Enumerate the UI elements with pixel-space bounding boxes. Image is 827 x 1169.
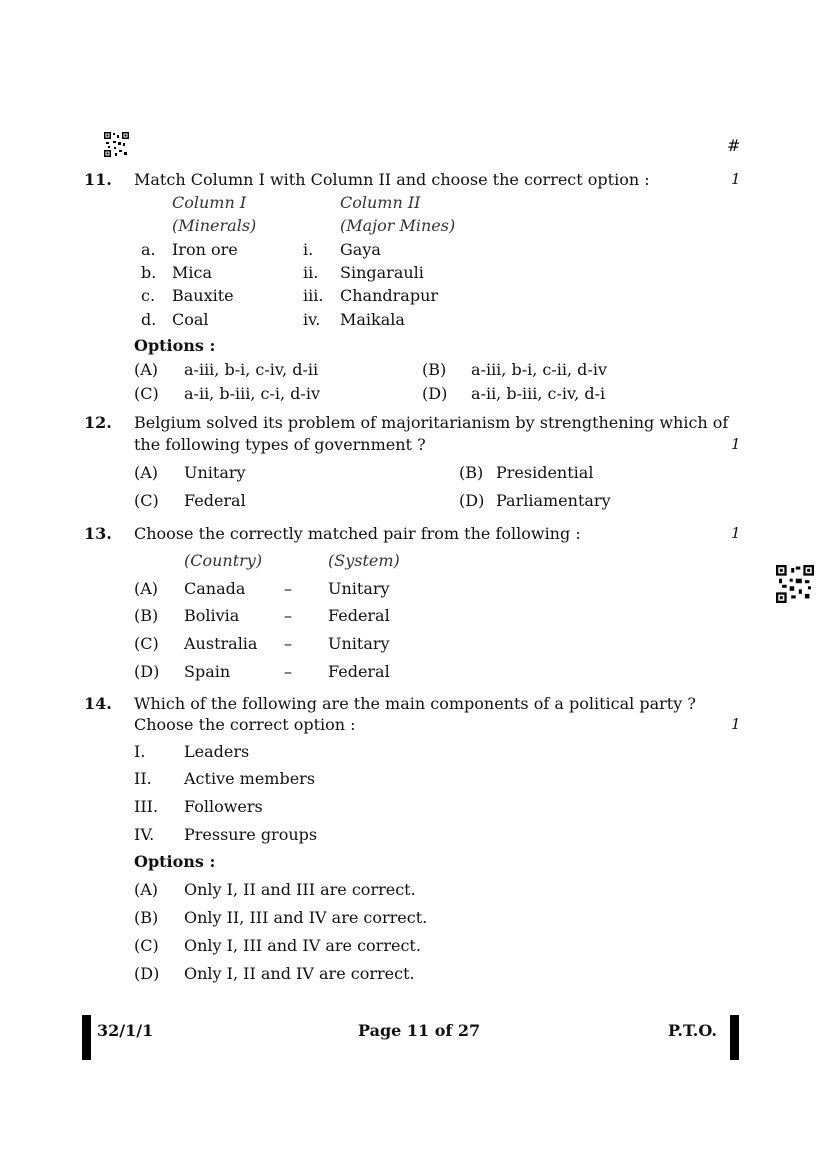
q14-option-text: Only I, II and IV are correct. — [184, 964, 415, 983]
header-hash: # — [727, 136, 741, 155]
q12-number: 12. — [84, 413, 112, 432]
q13-header-country: (Country) — [184, 551, 263, 570]
footer-left-bar — [82, 1015, 91, 1060]
q13-option-dash: – — [284, 606, 292, 625]
footer-paper-code: 32/1/1 — [97, 1021, 154, 1040]
q11-text: Match Column I with Column II and choose the correct option : — [134, 170, 650, 189]
q11-row-mineral: Mica — [172, 263, 212, 282]
q11-option-key: (B) — [422, 360, 447, 379]
q12-option-key: (A) — [134, 463, 159, 482]
q11-number: 11. — [84, 170, 112, 189]
q11-col2-sub: (Major Mines) — [340, 216, 456, 235]
q12-option-key: (B) — [459, 463, 484, 482]
q13-text: Choose the correctly matched pair from the following : — [134, 524, 581, 543]
q13-option-key: (B) — [134, 606, 159, 625]
q14-option-key: (A) — [134, 880, 159, 899]
q14-item-key: I. — [134, 742, 146, 761]
q11-col2-title: Column II — [340, 193, 421, 212]
q14-item-text: Followers — [184, 797, 263, 816]
q13-marks: 1 — [731, 524, 741, 542]
q11-row-key: a. — [141, 240, 156, 259]
q13-option-system: Unitary — [328, 634, 390, 653]
q14-item-text: Active members — [184, 769, 316, 788]
q14-text-line1: Which of the following are the main components of a political party ? — [134, 694, 696, 713]
footer-page-number: Page 11 of 27 — [358, 1021, 481, 1040]
q11-option-text: a-ii, b-iii, c-i, d-iv — [184, 384, 320, 403]
q12-marks: 1 — [731, 435, 741, 453]
q11-row-mineral: Bauxite — [172, 286, 234, 305]
q11-row-mine: Singarauli — [340, 263, 424, 282]
q14-marks: 1 — [731, 715, 741, 733]
q14-option-text: Only I, III and IV are correct. — [184, 936, 421, 955]
qr-code-side-icon — [776, 565, 814, 603]
q14-option-key: (D) — [134, 964, 160, 983]
q11-option-key: (C) — [134, 384, 159, 403]
footer-right-bar — [730, 1015, 739, 1060]
q13-option-dash: – — [284, 579, 292, 598]
q11-row-mine: Gaya — [340, 240, 381, 259]
q11-row-key2: i. — [303, 240, 314, 259]
q12-option-text: Unitary — [184, 463, 246, 482]
q13-header-system: (System) — [328, 551, 400, 570]
q14-option-text: Only II, III and IV are correct. — [184, 908, 428, 927]
q13-option-system: Federal — [328, 662, 390, 681]
footer-pto: P.T.O. — [668, 1021, 717, 1040]
qr-code-top-icon — [104, 132, 129, 157]
q12-text-line1: Belgium solved its problem of majoritarianism by strengthening which of — [134, 413, 729, 432]
q11-row-key2: ii. — [303, 263, 319, 282]
q11-row-mineral: Iron ore — [172, 240, 238, 259]
q13-option-key: (D) — [134, 662, 160, 681]
q13-number: 13. — [84, 524, 112, 543]
q13-option-key: (C) — [134, 634, 159, 653]
q11-col1-sub: (Minerals) — [172, 216, 257, 235]
q12-option-text: Parliamentary — [496, 491, 611, 510]
q11-option-text: a-iii, b-i, c-iv, d-ii — [184, 360, 319, 379]
q12-option-key: (C) — [134, 491, 159, 510]
q13-option-system: Federal — [328, 606, 390, 625]
q13-option-country: Bolivia — [184, 606, 240, 625]
q11-col1-title: Column I — [172, 193, 247, 212]
q14-item-text: Pressure groups — [184, 825, 318, 844]
q11-row-key: b. — [141, 263, 157, 282]
q13-option-country: Spain — [184, 662, 231, 681]
q11-row-key2: iii. — [303, 286, 324, 305]
q13-option-system: Unitary — [328, 579, 390, 598]
q14-number: 14. — [84, 694, 112, 713]
q14-option-key: (C) — [134, 936, 159, 955]
q14-text-line2: Choose the correct option : — [134, 715, 356, 734]
q12-option-text: Federal — [184, 491, 246, 510]
q13-option-country: Australia — [184, 634, 258, 653]
q14-item-text: Leaders — [184, 742, 250, 761]
q13-option-country: Canada — [184, 579, 246, 598]
q13-option-dash: – — [284, 634, 292, 653]
q14-options-label: Options : — [134, 852, 216, 871]
q12-option-key: (D) — [459, 491, 485, 510]
q11-row-mineral: Coal — [172, 310, 209, 329]
q11-option-text: a-iii, b-i, c-ii, d-iv — [471, 360, 607, 379]
q13-option-dash: – — [284, 662, 292, 681]
q14-option-key: (B) — [134, 908, 159, 927]
q11-marks: 1 — [731, 170, 741, 188]
q14-option-text: Only I, II and III are correct. — [184, 880, 416, 899]
q11-row-mine: Maikala — [340, 310, 405, 329]
q14-item-key: IV. — [134, 825, 155, 844]
q14-item-key: III. — [134, 797, 159, 816]
q14-item-key: II. — [134, 769, 152, 788]
q11-row-key: c. — [141, 286, 156, 305]
q11-row-mine: Chandrapur — [340, 286, 439, 305]
q11-row-key: d. — [141, 310, 157, 329]
q12-text-line2: the following types of government ? — [134, 435, 426, 454]
q11-option-text: a-ii, b-iii, c-iv, d-i — [471, 384, 606, 403]
q13-option-key: (A) — [134, 579, 159, 598]
q11-options-label: Options : — [134, 336, 216, 355]
q12-option-text: Presidential — [496, 463, 594, 482]
q11-row-key2: iv. — [303, 310, 321, 329]
q11-option-key: (D) — [422, 384, 448, 403]
q11-option-key: (A) — [134, 360, 159, 379]
